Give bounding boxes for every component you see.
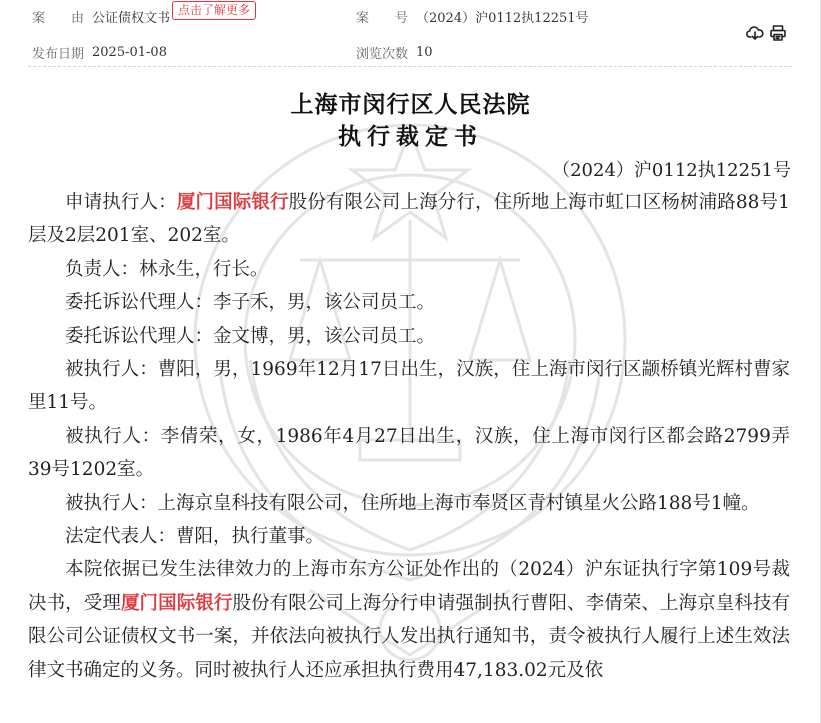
document-type-title: 执行裁定书: [338, 123, 483, 150]
views-row: [356, 43, 433, 62]
cause-row: [32, 3, 256, 26]
ruling-body: [28, 186, 790, 687]
paragraph-applicant: 申请执行人：厦门国际银行股份有限公司上海分行，住所地上海市虹口区杨树浦路88号1层及2层201室、202室。: [28, 192, 790, 247]
paragraph-respondent-2: 被执行人：李倩荣，女，1986年4月27日出生，汉族，住上海市闵行区都会路2799弄39号1202室。: [28, 425, 790, 481]
court-name-title: 上海市闵行区人民法院: [290, 91, 531, 118]
date-row: [32, 43, 167, 62]
learn-more-button[interactable]: 点击了解更多: [172, 1, 256, 20]
case-value: （2024）沪0112执12251号: [416, 11, 589, 26]
header-divider: [28, 66, 792, 67]
download-cloud-icon[interactable]: [746, 24, 764, 42]
views-label: 浏览次数: [356, 47, 409, 62]
bank-name-highlight[interactable]: 厦门国际银行: [176, 192, 289, 213]
cause-label: 案 由: [32, 11, 85, 26]
bank-name-highlight[interactable]: 厦门国际银行: [120, 592, 233, 614]
date-label: 发布日期: [32, 47, 85, 62]
paragraph-legal-rep: 法定代表人：曹阳，执行董事。: [65, 526, 325, 548]
paragraph-agent-1: 委托诉讼代理人：李子禾，男，该公司员工。: [65, 292, 436, 314]
date-value: 2025-01-08: [92, 45, 167, 60]
paragraph-agent-2: 委托诉讼代理人：金文博，男，该公司员工。: [65, 325, 436, 347]
case-row: [356, 7, 589, 26]
paragraph-respondent-3: 被执行人：上海京皇科技有限公司，住所地上海市奉贤区青村镇星火公路188号1幢。: [65, 492, 760, 514]
paragraph-responsible-person: 负责人：林永生，行长。: [65, 258, 269, 280]
printer-icon[interactable]: [769, 24, 787, 42]
case-number: （2024）沪0112执12251号: [552, 160, 791, 181]
views-value: 10: [416, 45, 433, 60]
cause-value: 公证债权文书: [92, 11, 171, 26]
paragraph-ruling-basis: 本院依据已发生法律效力的上海市东方公证处作出的（2024）沪东证执行字第109号裁决书，受理厦门国际银行股份有限公司上海分行申请强制执行曹阳、李倩荣、上海京皇科技有限公司公证债权文书一案，并依法向被执行人发出执行通知书，责令被执行人履行上述生效法律文书确定的义务。同时被执行人还应承担执行费用47,183.02元及依: [28, 559, 790, 681]
paragraph-respondent-1: 被执行人：曹阳，男，1969年12月17日出生，汉族，住上海市闵行区颛桥镇光辉村曹家里11号。: [28, 359, 790, 414]
case-label: 案 号: [356, 11, 409, 26]
